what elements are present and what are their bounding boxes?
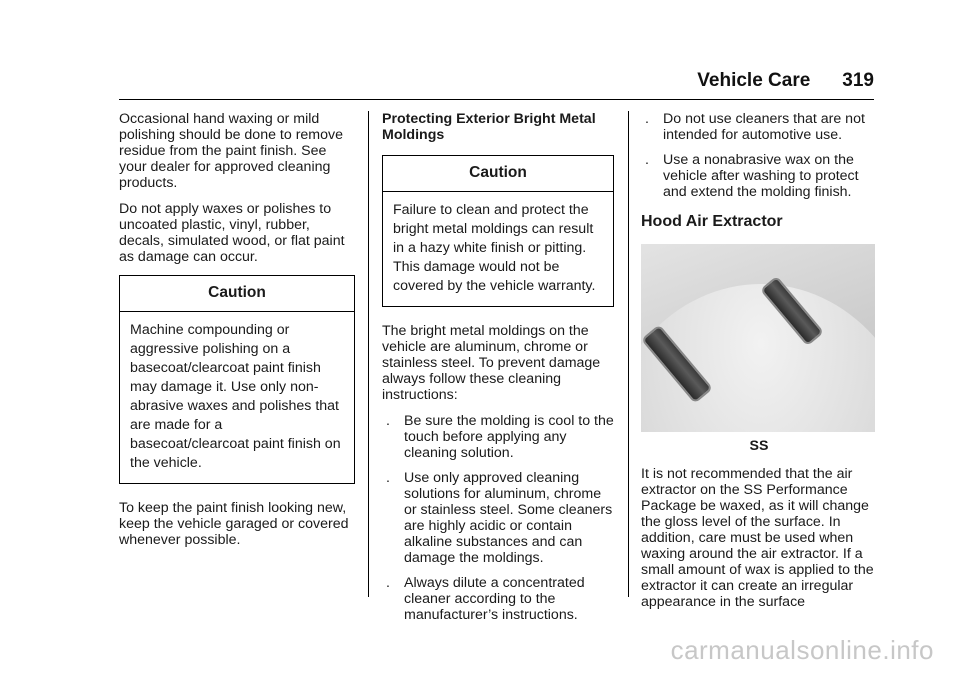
caution-title: Caution (120, 276, 354, 312)
bullet-marker: . (386, 470, 390, 486)
paragraph: Do not apply waxes or polishes to uncoated plastic, vinyl, rubber, decals, simulated wood, or flat paint as damage can occur. (119, 201, 345, 265)
bullet-marker: . (386, 575, 390, 591)
paragraph: Occasional hand waxing or mild polishing should be done to remove residue from the paint finish. See your dealer for approved cleaning products. (119, 111, 344, 191)
paragraph: The bright metal moldings on the vehicle are aluminum, chrome or stainless steel. To prevent damage always follow these cleaning instructions: (382, 323, 601, 403)
page-number: 319 (842, 70, 874, 91)
list-item-text: Do not use cleaners that are not intended for automotive use. (663, 111, 865, 143)
list-item (382, 470, 614, 566)
list-item (382, 413, 614, 461)
bullet-marker: . (645, 111, 649, 127)
paragraph: To keep the paint finish looking new, keep the vehicle garaged or covered whenever possible. (119, 500, 349, 548)
list-item-text: Use a nonabrasive wax on the vehicle after washing to protect and extend the molding finish. (663, 152, 859, 200)
caution-title: Caution (383, 156, 613, 192)
caution-text: Machine compounding or aggressive polishing on a basecoat/clearcoat paint finish may damage it. Use only non-abrasive waxes and polishes that are made for a basecoat/clearcoat paint finish on the vehicle. (130, 322, 341, 471)
caution-box (382, 155, 614, 307)
photo-caption: SS (749, 438, 769, 454)
watermark: carmanualsonline.info (670, 635, 934, 665)
section-heading: Hood Air Extractor (641, 213, 783, 230)
list-item-text: Use only approved cleaning solutions for aluminum, chrome or stainless steel. Some cleaners are highly acidic or contain alkaline substances and can damage the moldings. (404, 470, 613, 566)
header-divider (119, 99, 874, 100)
list-item (382, 575, 614, 623)
bullet-list (641, 111, 877, 200)
hood-air-extractor-photo (641, 244, 875, 432)
subheading: Protecting Exterior Bright Metal Moldings (382, 111, 596, 143)
page-header (697, 70, 874, 98)
bullet-list (382, 413, 614, 623)
bullet-marker: . (386, 413, 390, 429)
caution-box (119, 275, 355, 484)
list-item-text: Be sure the molding is cool to the touch before applying any cleaning solution. (404, 413, 614, 461)
column-3 (641, 111, 877, 620)
section-title: Vehicle Care (697, 70, 811, 91)
column-divider-1 (368, 111, 369, 597)
column-divider-2 (628, 111, 629, 597)
list-item (641, 152, 877, 200)
column-2 (382, 111, 614, 632)
column-1 (119, 111, 355, 558)
bullet-marker: . (645, 152, 649, 168)
paragraph: It is not recommended that the air extractor on the SS Performance Package be waxed, as it will change the gloss level of the surface. In addition, care must be used when waxing around the air extractor. If a small amount of wax is applied to the extractor it can create an irregular appearance in the surface (641, 466, 874, 610)
list-item-text: Always dilute a concentrated cleaner according to the manufacturer’s instructions. (404, 575, 585, 623)
list-item (641, 111, 877, 143)
caution-text: Failure to clean and protect the bright metal moldings can result in a hazy white finish or pitting. This damage would not be covered by the vehicle warranty. (393, 202, 596, 294)
